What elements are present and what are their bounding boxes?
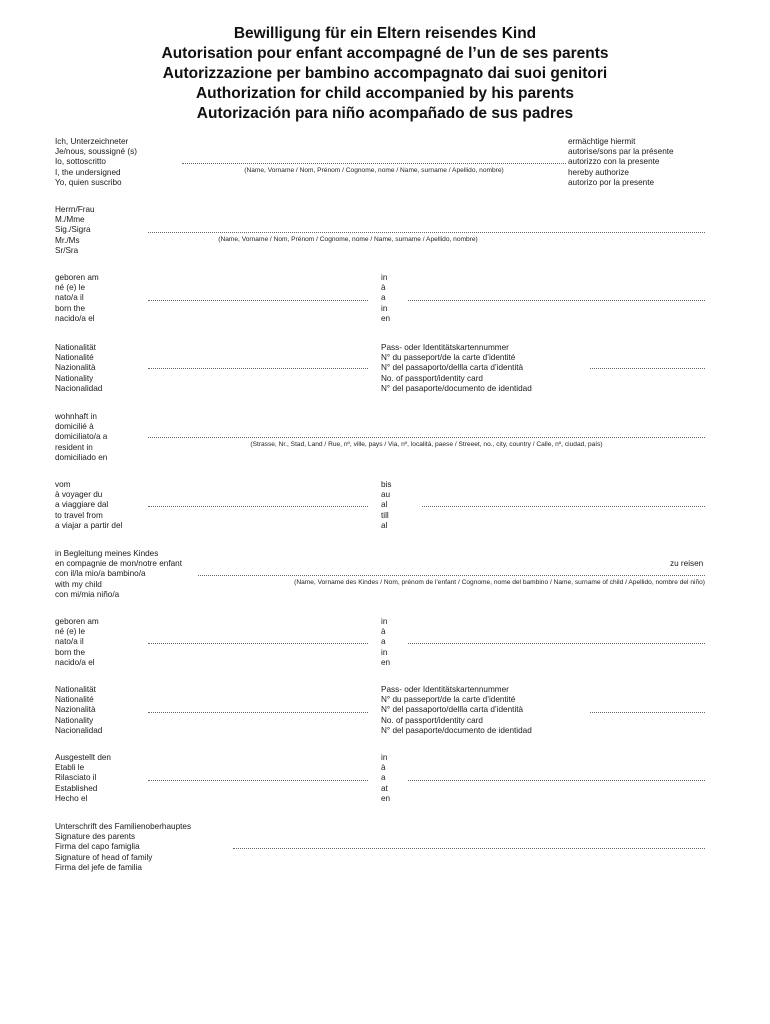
signature-field[interactable]: [233, 848, 705, 849]
nat2-labels: [55, 685, 102, 736]
label: domiciliato/a a: [55, 432, 108, 442]
label: Firma del jefe de familia: [55, 862, 142, 872]
label: N° du passeport/de la carte d’identité: [381, 695, 516, 705]
label: Signature des parents: [55, 832, 136, 842]
label: hereby authorize: [568, 167, 629, 177]
travel-until-field[interactable]: [422, 506, 705, 507]
undersigned-caption: (Name, Vorname / Nom, Prénom / Cognome, nome / Name, surname / Apellido, nombre): [244, 167, 504, 174]
label: N° del pasaporte/documento de identidad: [381, 383, 532, 393]
label: al: [381, 520, 388, 530]
issued-place-field[interactable]: [408, 780, 705, 781]
label: N° del passaporto/dellla carta d’identità: [381, 705, 524, 715]
label: Pass- oder Identitätskartennummer: [381, 685, 509, 694]
label: en compagnie de mon/notre enfant: [55, 559, 182, 569]
resident-labels: [55, 412, 107, 463]
label: No. of passport/identity card: [381, 715, 483, 725]
title-de: Bewilligung für ein Eltern reisendes Kind: [233, 25, 537, 42]
title-fr: Autorisation pour enfant accompagné de l’un de ses parents: [161, 45, 609, 62]
label: Nationalité: [55, 695, 94, 705]
label: autorizo por la presente: [568, 177, 655, 187]
label: to travel from: [55, 510, 103, 520]
label: Nationalité: [55, 353, 94, 363]
title-it: Autorizzazione per bambino accompagnato dai suoi genitori: [162, 65, 608, 82]
label: No. of passport/identity card: [381, 373, 483, 383]
label: Signature of head of family: [55, 852, 153, 862]
label: Je/nous, soussigné (s): [55, 147, 137, 157]
child-caption: (Name, Vorname des Kindes / Nom, prénom de l’enfant / Cognome, nome del bambino / Name, surname of child / Apellido, nombre del niño): [294, 579, 705, 586]
label: M./Mme: [55, 215, 85, 225]
label: Io, sottoscritto: [55, 157, 106, 167]
title-es: Autorización para niño acompañado de sus padres: [196, 105, 574, 122]
issued-labels: [55, 753, 111, 804]
issued-date-field[interactable]: [148, 780, 368, 781]
nat2-passport-field[interactable]: [590, 712, 705, 713]
label: geboren am: [55, 273, 99, 282]
label: Nazionalità: [55, 705, 96, 715]
label: a viajar a partir del: [55, 520, 123, 530]
label: Unterschrift des Familienoberhauptes: [55, 822, 192, 831]
label: born the: [55, 303, 86, 313]
label: Sr/Sra: [55, 245, 79, 255]
zu-reisen-label: zu reisen: [670, 559, 704, 568]
person-caption: (Name, Vorname / Nom, Prénom / Cognome, nome / Name, surname / Apellido, nombre): [218, 236, 478, 243]
born1-labels: [55, 273, 99, 324]
title-en: Authorization for child accompanied by his parents: [195, 85, 575, 102]
authorize-labels: [568, 137, 674, 188]
resident-address-field[interactable]: [148, 437, 705, 438]
label: al: [381, 500, 388, 510]
label: Nazionalità: [55, 363, 96, 373]
label: autorizzo con la presente: [568, 157, 660, 167]
resident-caption: (Strasse, Nr., Stad, Land / Rue, nº, ville, pays / Via, nº, località, paese / Streeet, no., city, country / Calle, nº, ciudad, país): [250, 441, 603, 448]
nat2-nationality-field[interactable]: [148, 712, 368, 713]
nat2-passport-labels: [381, 685, 532, 736]
label: né (e) le: [55, 627, 86, 637]
nat1-passport-field[interactable]: [590, 368, 705, 369]
label: en: [381, 313, 391, 323]
label: domiciliado en: [55, 452, 108, 462]
label: né (e) le: [55, 283, 86, 293]
label: geboren am: [55, 617, 99, 626]
child-name-field[interactable]: [198, 575, 705, 576]
label: a: [381, 293, 386, 303]
person-name-field[interactable]: [148, 232, 705, 233]
label: at: [381, 783, 388, 793]
label: Established: [55, 783, 98, 793]
label: in: [381, 617, 388, 626]
label: in: [381, 273, 388, 282]
label: in: [381, 303, 388, 313]
label: en: [381, 657, 391, 667]
label: Nationality: [55, 715, 94, 725]
label: N° del passaporto/dellla carta d’identità: [381, 363, 524, 373]
travel-labels: [55, 480, 122, 531]
nat1-nationality-field[interactable]: [148, 368, 368, 369]
label: nacido/a el: [55, 657, 95, 667]
label: with my child: [55, 579, 102, 589]
label: N° du passeport/de la carte d’identité: [381, 353, 516, 363]
issued-at-labels: [381, 753, 390, 804]
signature-labels: [55, 822, 191, 873]
label: à: [381, 283, 386, 293]
label: Nationality: [55, 373, 94, 383]
label: born the: [55, 647, 86, 657]
label: till: [381, 510, 389, 520]
born1-place-field[interactable]: [408, 300, 705, 301]
born1-date-field[interactable]: [148, 300, 368, 301]
nat1-passport-labels: [381, 343, 532, 394]
label: Hecho el: [55, 793, 88, 803]
form-title: [0, 24, 770, 124]
label: ermächtige hiermit: [568, 137, 636, 146]
label: Rilasciato il: [55, 773, 97, 783]
label: Nacionalidad: [55, 725, 103, 735]
label: N° del pasaporte/documento de identidad: [381, 725, 532, 735]
born2-labels: [55, 617, 99, 668]
born1-in-labels: [381, 273, 390, 324]
nat1-labels: [55, 343, 102, 394]
label: I, the undersigned: [55, 167, 121, 177]
label: vom: [55, 480, 71, 489]
born2-in-labels: [381, 617, 390, 668]
label: a viaggiare dal: [55, 500, 109, 510]
label: con mi/mia niño/a: [55, 589, 120, 599]
born2-date-field[interactable]: [148, 643, 368, 644]
undersigned-name-field[interactable]: [182, 163, 566, 164]
label: à: [381, 763, 386, 773]
label: nato/a il: [55, 293, 84, 303]
label: a: [381, 773, 386, 783]
label: Etabli le: [55, 763, 85, 773]
undersigned-labels: [55, 137, 137, 188]
label: en: [381, 793, 391, 803]
label: Mr./Ms: [55, 235, 80, 245]
label: in: [381, 753, 388, 762]
child-labels: [55, 549, 182, 600]
label: Nationalität: [55, 343, 96, 352]
label: Ich, Unterzeichneter: [55, 137, 129, 146]
label: a: [381, 637, 386, 647]
label: au: [381, 490, 391, 500]
label: à: [381, 627, 386, 637]
label: con il/la mio/a bambino/a: [55, 569, 146, 579]
label: in: [381, 647, 388, 657]
label: Yo, quien suscribo: [55, 177, 122, 187]
label: Ausgestellt den: [55, 753, 111, 762]
person-labels: [55, 205, 95, 256]
label: nacido/a el: [55, 313, 95, 323]
label: Nacionalidad: [55, 383, 103, 393]
label: à voyager du: [55, 490, 103, 500]
label: Firma del capo famiglia: [55, 842, 140, 852]
born2-place-field[interactable]: [408, 643, 705, 644]
label: Herrn/Frau: [55, 205, 95, 214]
label: Pass- oder Identitätskartennummer: [381, 343, 509, 352]
label: Sig./Sigra: [55, 225, 91, 235]
label: nato/a il: [55, 637, 84, 647]
label: autorise/sons par la présente: [568, 147, 674, 157]
label: wohnhaft in: [55, 412, 97, 421]
label: Nationalität: [55, 685, 96, 694]
label: bis: [381, 480, 392, 489]
label: in Begleitung meines Kindes: [55, 549, 159, 558]
label: domicilié à: [55, 422, 94, 432]
travel-from-field[interactable]: [148, 506, 368, 507]
travel-until-labels: [381, 480, 391, 531]
label: resident in: [55, 442, 93, 452]
